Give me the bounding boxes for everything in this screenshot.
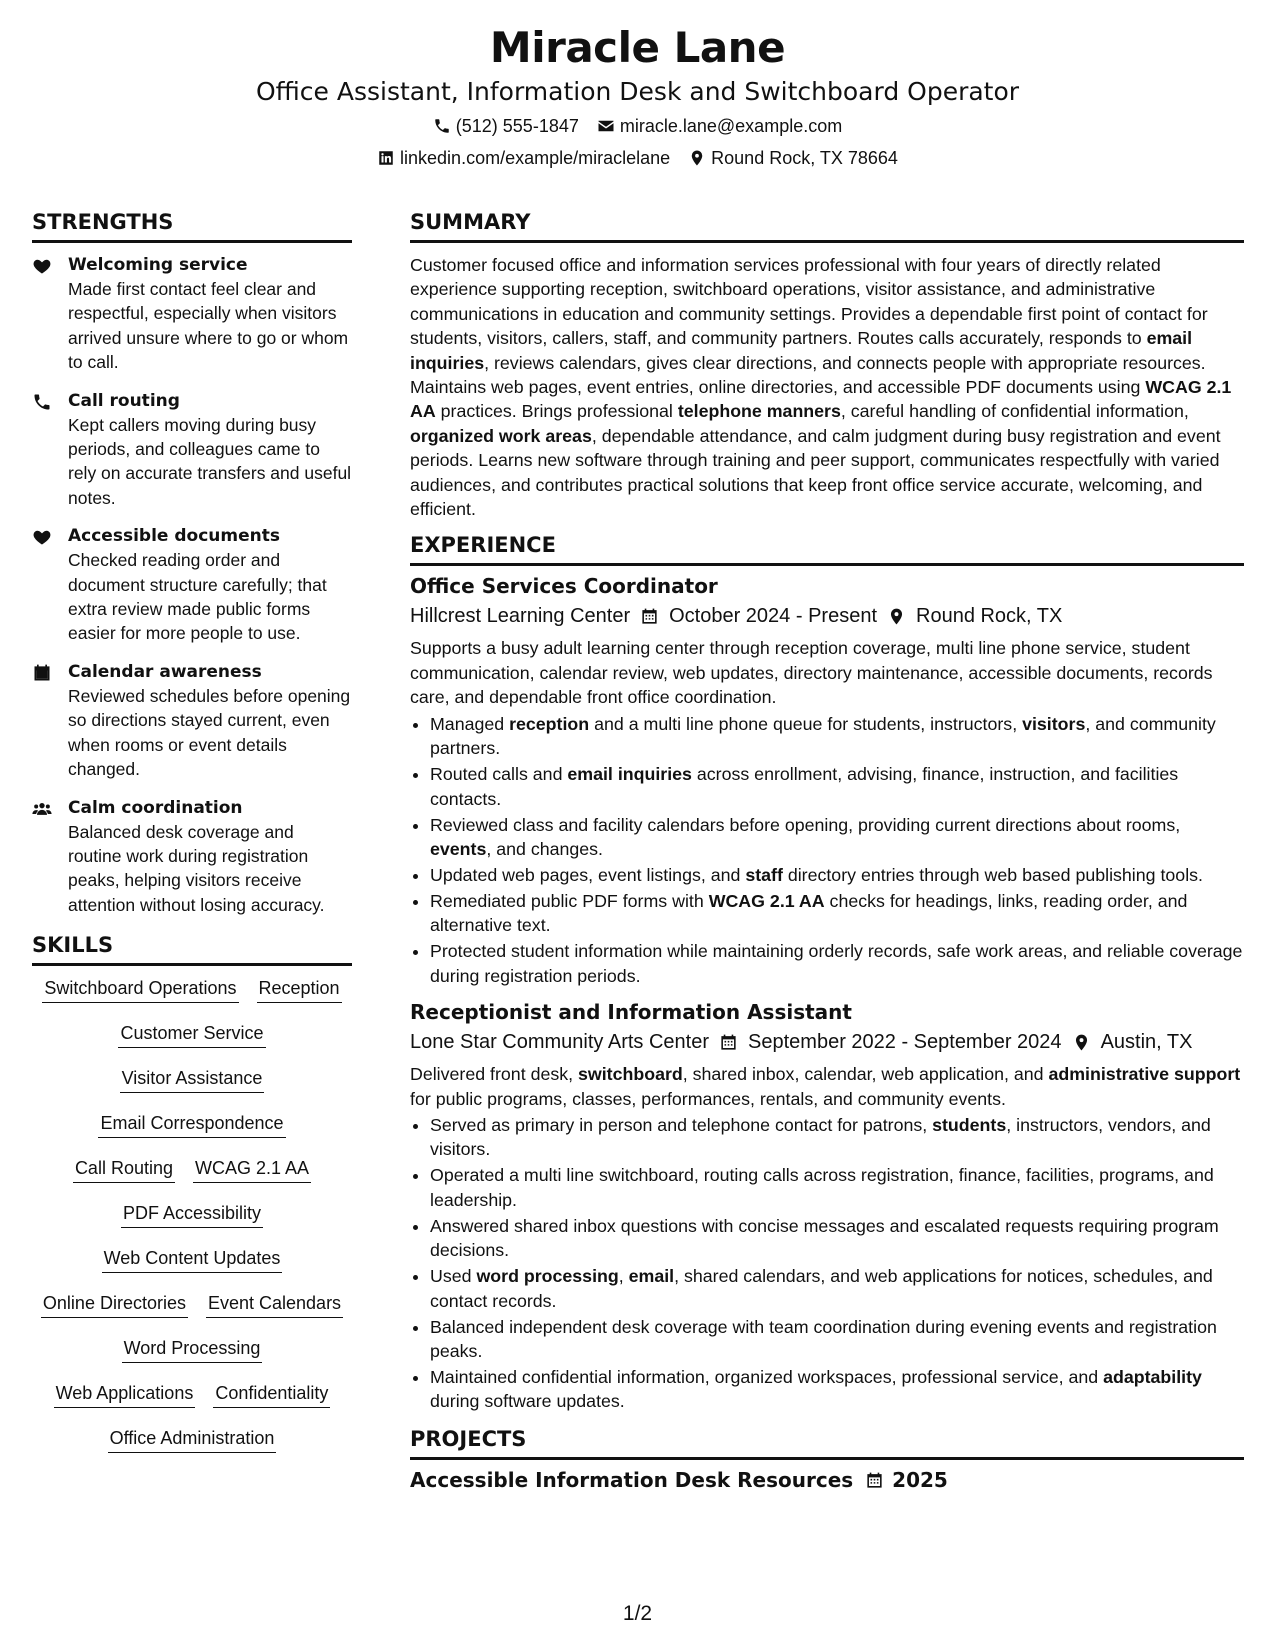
project-title: Accessible Information Desk Resources xyxy=(410,1468,854,1493)
section-divider xyxy=(410,1457,1244,1460)
contact-row-1 xyxy=(0,114,1275,138)
bullet-item: • Maintained confidential information, organized workspaces, professional service, and adaptability during software updates. xyxy=(430,1365,1244,1414)
strength-desc: Made first contact feel clear and respectful, especially when visitors arrived unsure where to go or whom to call. xyxy=(68,279,349,373)
map-pin-icon xyxy=(1072,1033,1091,1052)
phone-icon xyxy=(433,117,451,135)
job-title: Receptionist and Information Assistant xyxy=(410,1000,852,1025)
skill-row xyxy=(32,976,352,1021)
phone-contact xyxy=(433,114,579,138)
map-pin-icon xyxy=(688,149,706,167)
job-intro: Delivered front desk, switchboard, shared inbox, calendar, web application, and administrative support for public programs, classes, performances, rentals, and community events. xyxy=(410,1064,1241,1109)
bullet-item: • Balanced independent desk coverage with team coordination during evening events and registration peaks. xyxy=(430,1315,1244,1364)
projects-list xyxy=(410,1466,1244,1494)
linkedin-contact[interactable] xyxy=(377,146,670,170)
job-meta xyxy=(410,1028,1244,1056)
envelope-icon xyxy=(597,117,615,135)
summary-text: Customer focused office and information services professional with four years of directly related experience supporting reception, switchboard operations, visitor assistance, and administrative communications in education and community settings. Provides a dependable first point of contact for students, visitors, callers, staff, and community partners. Routes calls accurately, responds to email inquiries, reviews calendars, gives clear directions, and connects people with appropriate resources. Maintains web pages, event entries, online directories, and accessible PDF documents using WCAG 2.1 AA practices. Brings professional telephone manners, careful handling of confidential information, organized work areas, dependable attendance, and calm judgment during busy registration and event periods. Learns new software through training and peer support, communicates respectfully with varied audiences, and contributes practical solutions that keep front office service accurate, welcoming, and efficient. xyxy=(410,255,1232,520)
strength-desc: Checked reading order and document structure carefully; that extra review made public forms easier for more people to use. xyxy=(68,550,327,644)
linkedin-text[interactable]: linkedin.com/example/miraclelane xyxy=(400,148,671,168)
strength-title: Call routing xyxy=(68,390,180,411)
section-divider xyxy=(32,240,352,243)
experience-list xyxy=(410,572,1244,1413)
strength-desc: Balanced desk coverage and routine work during registration peaks, helping visitors receive attention without losing accuracy. xyxy=(68,821,325,915)
bullet-item: • Operated a multi line switchboard, routing calls across registration, finance, facilities, programs, and leadership. xyxy=(430,1163,1244,1212)
contact-row-2 xyxy=(0,146,1275,170)
skill-row xyxy=(32,1111,352,1156)
bullet-item: • Managed reception and a multi line phone queue for students, instructors, visitors, and community partners. xyxy=(430,712,1244,761)
heart-icon xyxy=(32,527,52,547)
bullet-item: • Used word processing, email, shared calendars, and web applications for notices, schedules, and contact records. xyxy=(430,1264,1244,1313)
skill-tag: Email Correspondence xyxy=(98,1111,285,1138)
job-bullets xyxy=(410,1113,1244,1414)
section-divider xyxy=(32,963,352,966)
skills-list xyxy=(32,976,352,1471)
strength-title: Calendar awareness xyxy=(68,661,262,682)
strength-desc: Kept callers moving during busy periods, and colleagues came to rely on accurate transfers and useful notes. xyxy=(68,414,352,508)
phone-icon xyxy=(32,392,52,412)
calendar-outline-icon xyxy=(719,1033,738,1052)
resume-header xyxy=(0,20,1275,170)
skill-row xyxy=(32,1381,352,1426)
skill-tag: Visitor Assistance xyxy=(120,1066,265,1093)
project-year: 2025 xyxy=(892,1468,948,1493)
calendar-icon xyxy=(32,663,52,683)
bullet-item: • Remediated public PDF forms with WCAG 2.1 AA checks for headings, links, reading order, and alternative text. xyxy=(430,889,1244,938)
skill-row xyxy=(32,1201,352,1246)
strength-item xyxy=(32,389,352,511)
right-column xyxy=(410,208,1244,1494)
skill-row xyxy=(32,1156,352,1201)
skills-heading: SKILLS xyxy=(32,933,114,958)
bullet-item: • Routed calls and email inquiries across enrollment, advising, finance, instruction, and facilities contacts. xyxy=(430,762,1244,811)
bullet-item: • Updated web pages, event listings, and staff directory entries through web based publishing tools. xyxy=(430,863,1244,887)
section-divider xyxy=(410,240,1244,243)
skill-tag: Call Routing xyxy=(73,1156,175,1183)
skill-tag: Reception xyxy=(257,976,342,1003)
bullet-item: • Answered shared inbox questions with concise messages and escalated requests requiring program decisions. xyxy=(430,1214,1244,1263)
job-location: Austin, TX xyxy=(1100,1031,1193,1054)
skill-tag: Confidentiality xyxy=(213,1381,330,1408)
strength-title: Accessible documents xyxy=(68,526,280,547)
candidate-name: Miracle Lane xyxy=(489,23,786,72)
calendar-outline-icon xyxy=(865,1471,884,1490)
skill-tag: Web Applications xyxy=(54,1381,196,1408)
job-bullets xyxy=(410,712,1244,988)
location-contact xyxy=(688,146,898,170)
skill-tag: Customer Service xyxy=(118,1021,265,1048)
skill-tag: Event Calendars xyxy=(206,1291,343,1318)
bullet-item: • Reviewed class and facility calendars before opening, providing current directions about rooms, events, and changes. xyxy=(430,813,1244,862)
skill-tag: Word Processing xyxy=(122,1336,263,1363)
skill-tag: Office Administration xyxy=(108,1426,277,1453)
bullet-item: • Served as primary in person and telephone contact for patrons, students, instructors, vendors, and visitors. xyxy=(430,1113,1244,1162)
strengths-heading: STRENGTHS xyxy=(32,210,174,234)
phone-text: (512) 555-1847 xyxy=(455,116,579,136)
skill-row xyxy=(32,1291,352,1336)
strengths-list xyxy=(32,253,352,917)
job-entry xyxy=(410,572,1244,988)
skill-row xyxy=(32,1426,352,1471)
job-dates: September 2022 - September 2024 xyxy=(748,1031,1062,1054)
job-entry xyxy=(410,998,1244,1414)
skill-tag: Online Directories xyxy=(41,1291,188,1318)
left-column xyxy=(32,208,352,1471)
skill-tag: WCAG 2.1 AA xyxy=(193,1156,311,1183)
strength-title: Calm coordination xyxy=(68,797,243,818)
strength-title: Welcoming service xyxy=(68,255,248,275)
bullet-item: • Protected student information while maintaining orderly records, safe work areas, and reliable coverage during registration periods. xyxy=(430,939,1244,988)
projects-heading: PROJECTS xyxy=(410,1427,527,1452)
job-intro: Supports a busy adult learning center through reception coverage, multi line phone service, student communication, calendar review, web updates, directory maintenance, accessible documents, records care, and dependable front office coordination. xyxy=(410,638,1213,708)
email-contact[interactable] xyxy=(597,114,842,138)
job-meta xyxy=(410,602,1244,630)
job-dates: October 2024 - Present xyxy=(669,605,877,628)
skill-row xyxy=(32,1021,352,1066)
skill-row xyxy=(32,1246,352,1291)
strength-item xyxy=(32,253,352,375)
company-name: Hillcrest Learning Center xyxy=(410,605,631,628)
strength-item xyxy=(32,524,352,646)
strength-desc: Reviewed schedules before opening so directions stayed current, even when rooms or event details changed. xyxy=(68,685,351,780)
location-text: Round Rock, TX 78664 xyxy=(711,148,898,168)
skill-tag: Web Content Updates xyxy=(102,1246,283,1273)
users-icon xyxy=(32,799,52,819)
candidate-title: Office Assistant, Information Desk and Switchboard Operator xyxy=(255,77,1020,106)
skill-tag: PDF Accessibility xyxy=(121,1201,263,1228)
skill-tag: Switchboard Operations xyxy=(42,976,238,1003)
experience-heading: EXPERIENCE xyxy=(410,533,556,558)
linkedin-icon xyxy=(377,149,395,167)
page-number: 1/2 xyxy=(622,1602,653,1625)
heart-icon xyxy=(32,256,52,276)
section-divider xyxy=(410,563,1244,566)
summary-heading: SUMMARY xyxy=(410,210,531,234)
job-location: Round Rock, TX xyxy=(916,605,1063,628)
map-pin-icon xyxy=(887,607,906,626)
skill-row xyxy=(32,1066,352,1111)
project-entry xyxy=(410,1466,1244,1494)
strength-item xyxy=(32,660,352,782)
email-text[interactable]: miracle.lane@example.com xyxy=(619,116,843,136)
skill-row xyxy=(32,1336,352,1381)
calendar-outline-icon xyxy=(640,607,659,626)
company-name: Lone Star Community Arts Center xyxy=(410,1031,710,1054)
job-title: Office Services Coordinator xyxy=(410,574,718,599)
strength-item xyxy=(32,796,352,918)
